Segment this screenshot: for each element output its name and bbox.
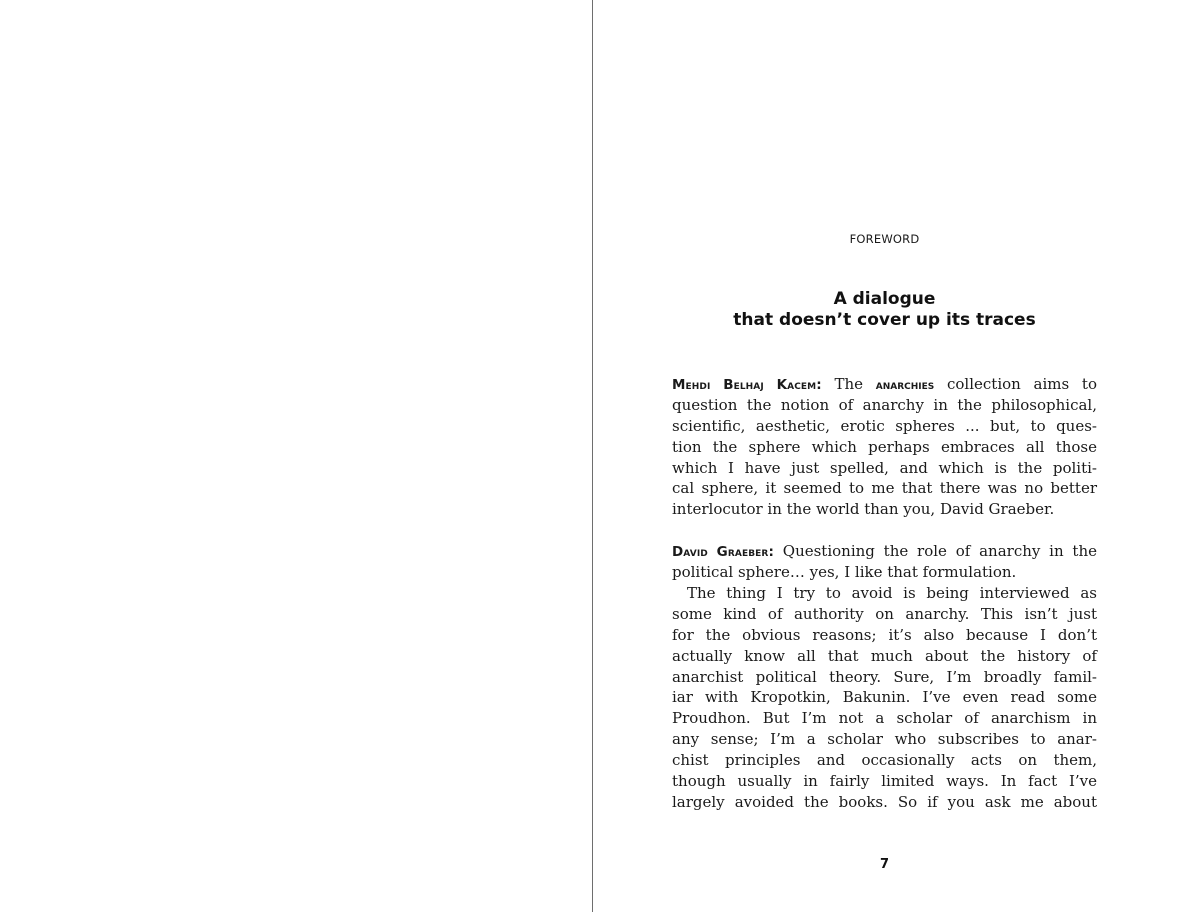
body-text bbox=[672, 374, 1097, 813]
speaker-name: Mehdi Belhaj Kacem: bbox=[672, 377, 822, 393]
text-line: for the obvious reasons; it’s also because I don’t bbox=[672, 625, 1097, 644]
text-line: some kind of authority on anarchy. This isn’t just bbox=[672, 604, 1097, 623]
text-line: chist principles and occasionally acts on them, bbox=[672, 751, 1097, 770]
text-line: political sphere… yes, I like that formulation. bbox=[672, 563, 1017, 582]
text-line: iar with Kropotkin, Bakunin. I’ve even read some bbox=[672, 688, 1097, 707]
text-line: scientific, aesthetic, erotic spheres ... but, to ques- bbox=[672, 416, 1097, 435]
series-name: anarchies bbox=[875, 377, 935, 392]
text-line: David Graeber: Questioning the role of anarchy in the bbox=[672, 542, 1097, 561]
text-line: Mehdi Belhaj Kacem: The anarchies collection aims to bbox=[672, 375, 1097, 393]
text-line: which I have just spelled, and which is the politi- bbox=[672, 458, 1097, 477]
running-head: FOREWORD bbox=[849, 232, 920, 246]
text-line: though usually in fairly limited ways. In fact I’ve bbox=[672, 772, 1097, 791]
text-line: cal sphere, it seemed to me that there was no better bbox=[672, 479, 1097, 498]
chapter-title-line-1: A dialogue bbox=[833, 289, 936, 309]
text-line: The thing I try to avoid is being interviewed as bbox=[687, 584, 1097, 603]
page-number: 7 bbox=[879, 857, 890, 872]
text-line: anarchist political theory. Sure, I’m broadly famil- bbox=[672, 667, 1097, 686]
text-line: any sense; I’m a scholar who subscribes to anar- bbox=[672, 730, 1097, 749]
text-line: actually know all that much about the history of bbox=[672, 646, 1097, 665]
left-page-blank bbox=[0, 0, 592, 912]
text-line: Proudhon. But I’m not a scholar of anarchism in bbox=[672, 709, 1097, 728]
chapter-title-line-2: that doesn’t cover up its traces bbox=[733, 310, 1036, 330]
text-line: question the notion of anarchy in the philosophical, bbox=[672, 395, 1097, 414]
text-line: tion the sphere which perhaps embraces all those bbox=[672, 437, 1097, 456]
chapter-title bbox=[672, 289, 1097, 331]
text-line: interlocutor in the world than you, David Graeber. bbox=[672, 500, 1055, 519]
text-line: largely avoided the books. So if you ask me about bbox=[672, 792, 1097, 811]
speaker-name: David Graeber: bbox=[672, 544, 774, 561]
